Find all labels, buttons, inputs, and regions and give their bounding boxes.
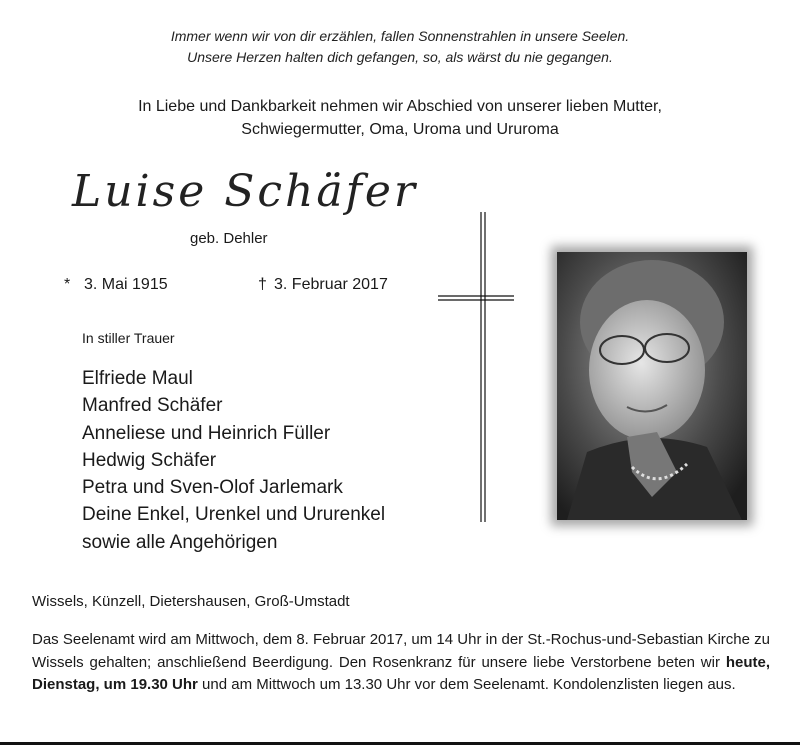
service-notice	[32, 629, 770, 697]
birth-symbol: *	[64, 276, 71, 293]
mourner-name: Manfred Schäfer	[82, 395, 223, 417]
notice-text-2: und am Mittwoch um 13.30 Uhr vor dem Seelenamt. Kondolenzlisten liegen aus.	[197, 676, 736, 693]
birth-date: 3. Mai 1915	[84, 276, 168, 293]
mourner-name: Hedwig Schäfer	[82, 449, 217, 471]
mourner-name: Petra und Sven-Olof Jarlemark	[82, 477, 343, 499]
mourners-list	[82, 365, 385, 556]
deceased-name: Luise Schäfer	[72, 166, 418, 217]
mourner-name: Anneliese und Heinrich Füller	[82, 422, 331, 444]
intro-line-1: In Liebe und Dankbarkeit nehmen wir Abschied von unserer lieben Mutter,	[138, 98, 662, 115]
notice-bold-time: heute, Dienstag, um 19.30 Uhr	[32, 653, 770, 693]
notice-text-1: Das Seelenamt wird am Mittwoch, dem 8. Februar 2017, um 14 Uhr in der St.-Rochus-und-Sebastian Kirche zu Wissels gehalten; anschließend Beerdigung. Den Rosenkranz für unsere liebe Verstorbene beten wir	[32, 631, 770, 671]
motto-line-2: Unsere Herzen halten dich gefangen, so, als wärst du nie gegangen.	[187, 49, 613, 65]
bottom-rule	[0, 742, 800, 745]
death-symbol: †	[258, 276, 267, 293]
motto-line-1: Immer wenn wir von dir erzählen, fallen Sonnenstrahlen in unsere Seelen.	[170, 28, 630, 44]
mourner-name: sowie alle Angehörigen	[82, 531, 278, 553]
mourner-name: Deine Enkel, Urenkel und Ururenkel	[82, 504, 386, 526]
mourning-label: In stiller Trauer	[82, 330, 175, 346]
mourner-name: Elfriede Maul	[82, 368, 193, 389]
intro-line-2: Schwiegermutter, Oma, Uroma und Ururoma	[241, 121, 559, 138]
places-line: Wissels, Künzell, Dietershausen, Groß-Umstadt	[32, 593, 350, 610]
portrait-photo	[557, 252, 747, 520]
death-date: 3. Februar 2017	[274, 276, 388, 293]
cross-icon	[436, 212, 516, 522]
birth-name: geb. Dehler	[190, 230, 268, 247]
